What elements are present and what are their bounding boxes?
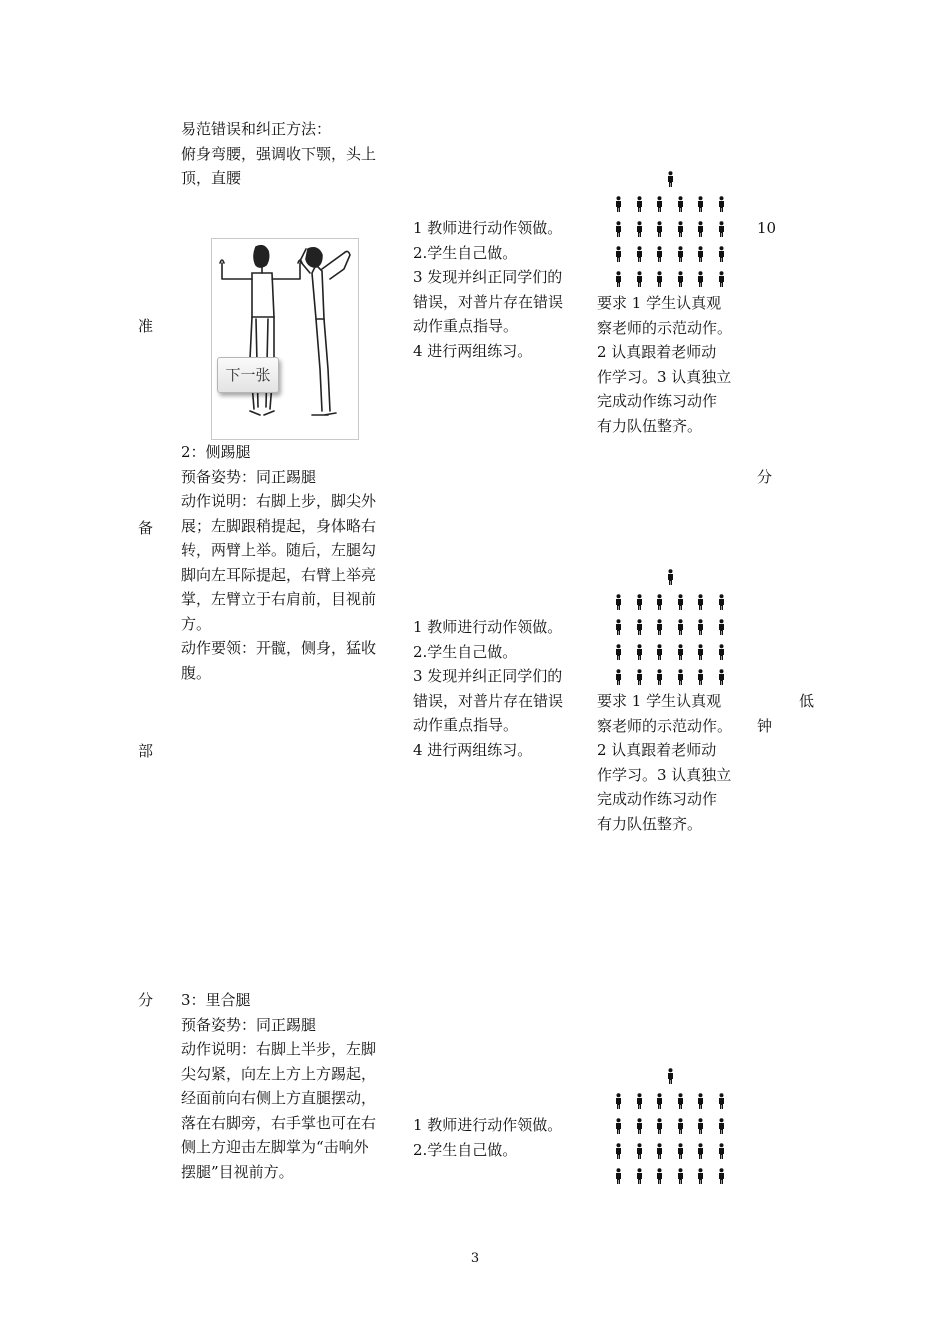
text-line: 经面前向右侧上方直腿摆动， (181, 1089, 377, 1107)
step-line: 3 发现并纠正同学们的 (413, 268, 563, 286)
student-icon (718, 196, 725, 212)
text-line: 俯身弯腰，强调收下颚，头上 (181, 144, 377, 163)
student-icon (615, 669, 622, 685)
formation-leader-row (615, 1063, 725, 1088)
text-line: 脚向左耳际提起，右臂上举亮 (181, 565, 377, 584)
time-unit-fen: 分 (757, 468, 773, 486)
student-icon (697, 1168, 704, 1184)
formation-row (615, 1163, 725, 1188)
student-icon (667, 1068, 674, 1084)
student-icon (656, 246, 663, 262)
section2-requirements (597, 689, 747, 836)
requirement-line: 2 认真跟着老师动 (597, 741, 717, 759)
text-line: 动作说明：右脚上步，脚尖外 (181, 492, 377, 510)
step-line: 1 教师进行动作领做。 (413, 1116, 563, 1134)
formation-row (615, 614, 725, 639)
text-line: 侧上方迎击左脚掌为“击响外 (181, 1138, 369, 1156)
formation-diagram (615, 166, 725, 291)
student-icon (718, 1168, 725, 1184)
student-icon (697, 619, 704, 635)
student-icon (697, 271, 704, 287)
text-line: 转，两臂上举。随后，左腿勾 (181, 541, 377, 559)
student-icon (656, 594, 663, 610)
formation-row (615, 1138, 725, 1163)
student-icon (718, 246, 725, 262)
student-icon (636, 1118, 643, 1134)
text-line: 腹。 (181, 663, 212, 682)
requirement-line: 有力队伍整齐。 (597, 416, 703, 435)
section3-teacher-steps (413, 1113, 593, 1162)
student-icon (718, 1143, 725, 1159)
section1-text (181, 117, 406, 191)
step-line: 4 进行两组练习。 (413, 341, 533, 360)
formation-row (615, 1113, 725, 1138)
student-icon (667, 569, 674, 585)
student-icon (636, 644, 643, 660)
text-line: 预备姿势：同正踢腿 (181, 1015, 317, 1034)
formation-row (615, 639, 725, 664)
student-icon (615, 1093, 622, 1109)
section1-teacher-steps (413, 216, 593, 363)
student-icon (677, 1143, 684, 1159)
formation-row (615, 589, 725, 614)
student-icon (636, 1143, 643, 1159)
step-line: 动作重点指导。 (413, 317, 519, 335)
student-icon (677, 594, 684, 610)
requirement-line: 有力队伍整齐。 (597, 814, 703, 833)
student-icon (656, 1143, 663, 1159)
text-line: 易范错误和纠正方法： (181, 120, 332, 138)
student-icon (636, 594, 643, 610)
student-icon (697, 644, 704, 660)
side-label-bei: 备 (138, 519, 154, 537)
student-icon (636, 619, 643, 635)
student-icon (636, 1093, 643, 1109)
text-line: 顶，直腰 (181, 169, 242, 187)
student-icon (718, 271, 725, 287)
section2-teacher-steps (413, 615, 593, 762)
formation-row (615, 664, 725, 689)
student-icon (636, 221, 643, 237)
student-icon (615, 644, 622, 660)
student-icon (615, 271, 622, 287)
text-line: 3：里合腿 (181, 991, 251, 1009)
student-icon (656, 196, 663, 212)
student-icon (615, 594, 622, 610)
student-icon (636, 1168, 643, 1184)
step-line: 2.学生自己做。 (413, 1140, 518, 1159)
student-icon (615, 1143, 622, 1159)
intensity-label: 低 (799, 692, 815, 710)
text-line: 掌，左臂立于右肩前，目视前 (181, 590, 377, 608)
student-icon (615, 196, 622, 212)
requirement-line: 察老师的示范动作。 (597, 318, 733, 337)
student-icon (615, 221, 622, 237)
student-icon (677, 196, 684, 212)
step-line: 动作重点指导。 (413, 716, 519, 734)
student-icon (697, 1143, 704, 1159)
student-icon (636, 271, 643, 287)
student-icon (656, 1168, 663, 1184)
student-icon (677, 221, 684, 237)
time-value: 10 (757, 219, 777, 237)
formation-diagram (615, 1063, 725, 1188)
step-line: 错误，对普片存在错误 (413, 691, 564, 710)
requirement-line: 要求 1 学生认真观 (597, 692, 722, 710)
section3-text (181, 988, 406, 1184)
step-line: 3 发现并纠正同学们的 (413, 667, 563, 685)
step-line: 2.学生自己做。 (413, 243, 518, 262)
text-line: 方。 (181, 614, 212, 633)
side-label-fen: 分 (138, 991, 154, 1009)
text-line: 2：侧踢腿 (181, 443, 251, 461)
requirement-line: 完成动作练习动作 (597, 790, 718, 808)
student-icon (718, 221, 725, 237)
student-icon (636, 669, 643, 685)
stretching-figures-illustration (212, 239, 358, 439)
time-unit-zhong: 钟 (757, 717, 773, 735)
text-line: 摆腿”目视前方。 (181, 1162, 294, 1181)
student-icon (677, 1118, 684, 1134)
student-icon (718, 619, 725, 635)
section1-requirements (597, 291, 747, 438)
step-line: 1 教师进行动作领做。 (413, 219, 563, 237)
student-icon (697, 196, 704, 212)
step-line: 2.学生自己做。 (413, 642, 518, 661)
formation-row (615, 266, 725, 291)
text-line: 展；左脚跟稍提起，身体略右 (181, 516, 377, 535)
student-icon (697, 221, 704, 237)
student-icon (718, 594, 725, 610)
student-icon (677, 246, 684, 262)
student-icon (718, 669, 725, 685)
requirement-line: 作学习。3 认真独立 (597, 367, 732, 386)
side-label-bu: 部 (138, 742, 154, 760)
student-icon (677, 1093, 684, 1109)
formation-row (615, 191, 725, 216)
student-icon (718, 1118, 725, 1134)
student-icon (615, 619, 622, 635)
step-line: 错误，对普片存在错误 (413, 292, 564, 311)
student-icon (667, 171, 674, 187)
student-icon (677, 669, 684, 685)
side-label-zhun: 准 (138, 317, 154, 335)
student-icon (677, 1168, 684, 1184)
student-icon (636, 246, 643, 262)
step-line: 4 进行两组练习。 (413, 740, 533, 759)
requirement-line: 要求 1 学生认真观 (597, 294, 722, 312)
student-icon (656, 1118, 663, 1134)
student-icon (718, 1093, 725, 1109)
formation-leader-row (615, 564, 725, 589)
formation-row (615, 1088, 725, 1113)
student-icon (677, 644, 684, 660)
formation-row (615, 216, 725, 241)
student-icon (697, 246, 704, 262)
student-icon (615, 246, 622, 262)
step-line: 1 教师进行动作领做。 (413, 618, 563, 636)
text-line: 尖勾紧，向左上方上方踢起， (181, 1064, 377, 1083)
formation-leader-row (615, 166, 725, 191)
text-line: 落在右脚旁，右手掌也可在右 (181, 1113, 377, 1132)
student-icon (718, 644, 725, 660)
student-icon (697, 1093, 704, 1109)
next-image-button[interactable]: 下一张 (217, 357, 279, 393)
student-icon (677, 271, 684, 287)
student-icon (656, 619, 663, 635)
page-number: 3 (470, 1251, 480, 1266)
text-line: 动作说明：右脚上半步，左脚 (181, 1040, 377, 1058)
formation-row (615, 241, 725, 266)
student-icon (656, 221, 663, 237)
requirement-line: 2 认真跟着老师动 (597, 343, 717, 361)
requirement-line: 完成动作练习动作 (597, 392, 718, 410)
exercise-figure-image (211, 238, 359, 440)
student-icon (697, 1118, 704, 1134)
requirement-line: 察老师的示范动作。 (597, 716, 733, 735)
student-icon (615, 1168, 622, 1184)
text-line: 动作要领：开髋，侧身，猛收 (181, 639, 377, 657)
student-icon (656, 644, 663, 660)
student-icon (656, 271, 663, 287)
student-icon (656, 1093, 663, 1109)
formation-diagram (615, 564, 725, 689)
student-icon (677, 619, 684, 635)
requirement-line: 作学习。3 认真独立 (597, 765, 732, 784)
section2-text (181, 440, 406, 685)
student-icon (636, 196, 643, 212)
student-icon (697, 594, 704, 610)
student-icon (697, 669, 704, 685)
text-line: 预备姿势：同正踢腿 (181, 467, 317, 486)
student-icon (615, 1118, 622, 1134)
student-icon (656, 669, 663, 685)
